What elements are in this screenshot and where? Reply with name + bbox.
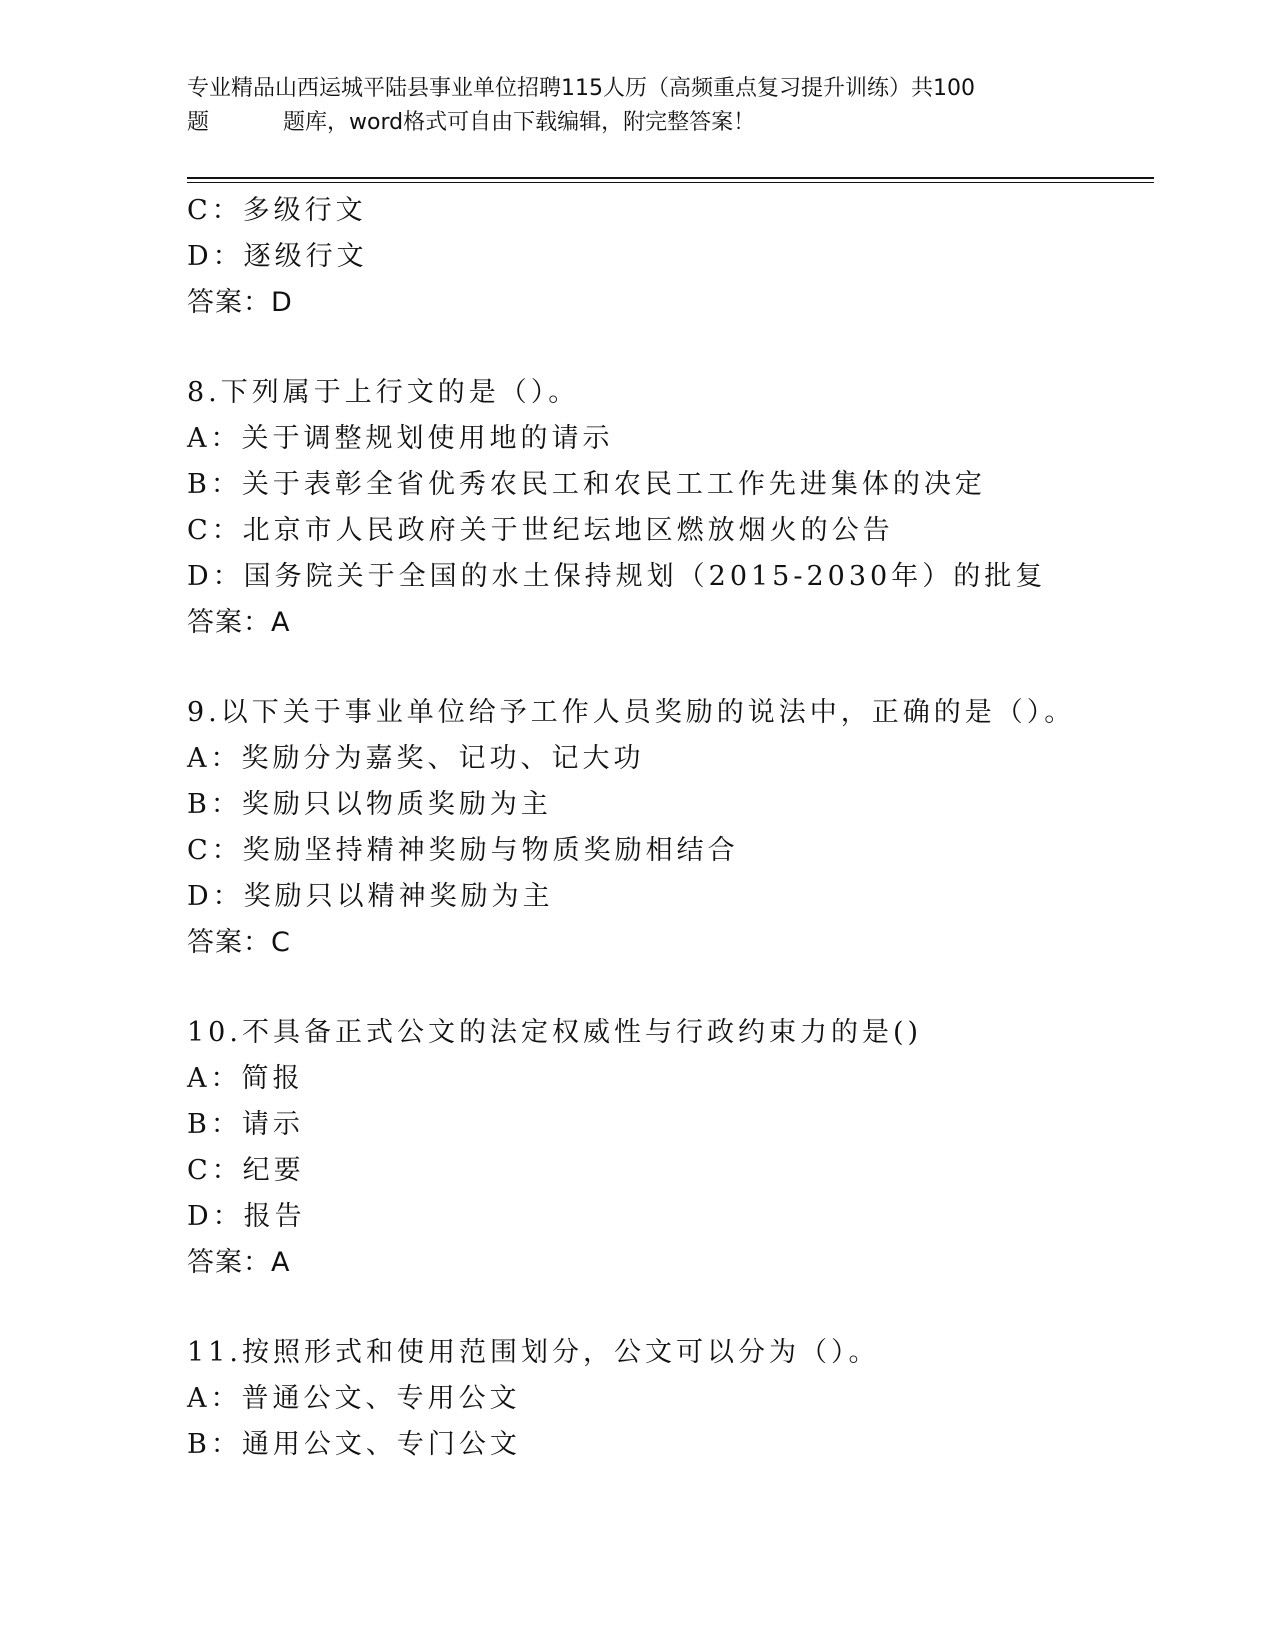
- question-stem: 8.下列属于上行文的是（）。: [187, 377, 580, 408]
- answer-line: 答案：A: [187, 607, 291, 638]
- option-d: D：奖励只以精神奖励为主: [187, 881, 554, 912]
- spacer: [187, 966, 1154, 1010]
- question-stem: 9.以下关于事业单位给予工作人员奖励的说法中，正确的是（）。: [187, 697, 1076, 728]
- option-d: D：逐级行文: [187, 241, 368, 272]
- header-rule-thick: [187, 177, 1154, 179]
- spacer: [187, 646, 1154, 690]
- option-b: B：关于表彰全省优秀农民工和农民工工作先进集体的决定: [187, 469, 986, 500]
- question-8: [187, 370, 1154, 646]
- option-a: A：简报: [187, 1063, 304, 1094]
- question-10: [187, 1010, 1154, 1286]
- option-a: A：普通公文、专用公文: [187, 1383, 521, 1414]
- spacer: [187, 1286, 1154, 1330]
- document-header: [187, 72, 1087, 140]
- question-9: [187, 690, 1154, 966]
- header-rule-thin: [187, 182, 1154, 183]
- option-c: C：多级行文: [187, 195, 367, 226]
- question-11: [187, 1330, 1154, 1468]
- answer-line: 答案：C: [187, 927, 291, 958]
- answer-line: 答案：A: [187, 1247, 291, 1278]
- option-d: D：国务院关于全国的水土保持规划（2015-2030年）的批复: [187, 561, 1047, 592]
- spacer: [187, 326, 1154, 370]
- question-stem: 11.按照形式和使用范围划分，公文可以分为（）。: [187, 1337, 880, 1368]
- option-b: B：请示: [187, 1109, 304, 1140]
- option-c: C：奖励坚持精神奖励与物质奖励相结合: [187, 835, 739, 866]
- header-title-line-2-start: 题: [187, 110, 210, 135]
- header-title-line-2-rest: 题库，word格式可自由下载编辑，附完整答案！: [283, 110, 756, 135]
- answer-line: 答案：D: [187, 287, 293, 318]
- option-d: D：报告: [187, 1201, 306, 1232]
- option-a: A：关于调整规划使用地的请示: [187, 423, 614, 454]
- previous-question-tail: [187, 188, 1154, 326]
- question-stem: 10.不具备正式公文的法定权威性与行政约束力的是(): [187, 1017, 923, 1048]
- option-a: A：奖励分为嘉奖、记功、记大功: [187, 743, 645, 774]
- option-b: B：奖励只以物质奖励为主: [187, 789, 552, 820]
- option-c: C：纪要: [187, 1155, 305, 1186]
- option-c: C：北京市人民政府关于世纪坛地区燃放烟火的公告: [187, 515, 894, 546]
- option-b: B：通用公文、专门公文: [187, 1429, 521, 1460]
- header-title-line-1: 专业精品山西运城平陆县事业单位招聘115人历（高频重点复习提升训练）共100: [187, 76, 975, 101]
- question-list: [187, 188, 1154, 1468]
- header-title-line-2: [187, 106, 1087, 140]
